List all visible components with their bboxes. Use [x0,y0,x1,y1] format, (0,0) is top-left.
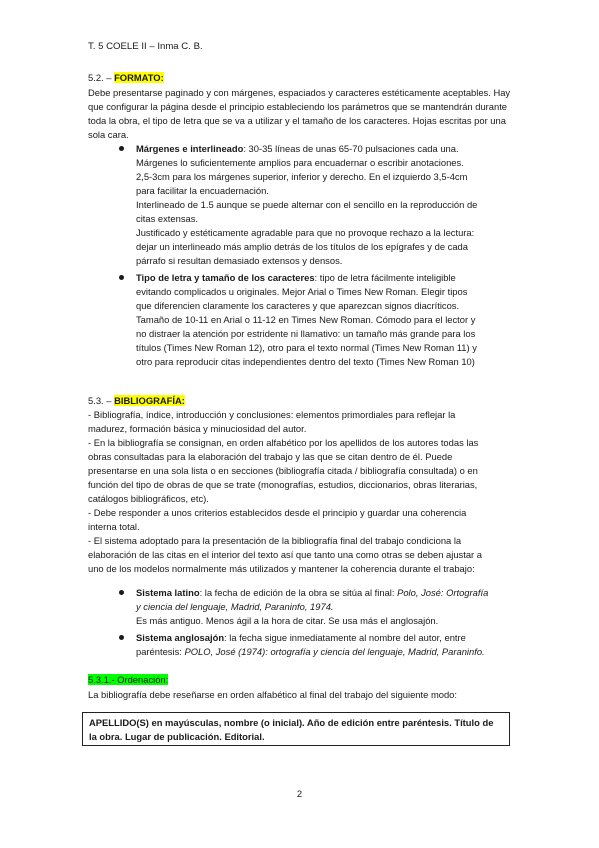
section-53-bullet-list [119,586,519,659]
section-53-body: - Bibliografía, índice, introducción y conclusiones: elementos primordiales para reflejar la madurez, formación básica y minuciosidad del autor. - En la bibliografía se consignan, en orden alfabético por los apellidos de los autores todas las obras consultadas para la elaboración del trabajo y las que se citan dentro de él. Puede presentarse en una sola lista o en secciones (bibliografía citada / bibliografía consultada) o en función del tipo de obras de que se trate (monografías, estudios, diccionarios, obras literarias, catálogos bibliográficos, etc). - Debe responder a unos criterios establecidos desde el principio y guardar una coherencia interna total. - El sistema adoptado para la presentación de la bibliografía final del trabajo condiciona la elaboración de las citas en el interior del texto así que tanto una como otras se deben ajustar a uno de los modelos normalmente más utilizados y mantener la coherencia durante el trabajo: [88,409,482,574]
bullet-icon [119,590,124,595]
section-531-heading [88,673,168,687]
bullet-font: Tipo de letra y tamaño de los caracteres: tipo de letra fácilmente inteligible evitando complicados u originales. Mejor Arial o Times New Roman. Elegir tipos que diferencien claramente los caracteres y que aparezcan signos diacríticos. Tamaño de 10-11 en Arial o 11-12 en Times New Roman. Cómodo para el lector y no distraer la atención por estridente ni llamativo: un tamaño más grande para los títulos (Times New Roman 12), otro para el texto normal (Times New Roman 11) y otro para reproducir citas independientes dentro del texto (Times New Roman 10) [119,271,519,369]
bullet-font-title: Tipo de letra y tamaño de los caracteres [136,272,315,283]
section-52-heading [88,71,164,85]
section-53-heading [88,394,185,408]
section-52-intro: Debe presentarse paginado y con márgenes, espaciados y caracteres estéticamente aceptables. Hay que configurar la página desde el principio estableciendo los parámetros que se mantendrán durante toda la obra, el tipo de letra que se va a utilizar y el tamaño de los caracteres. Hojas escritas por una sola cara. [88,87,511,140]
bullet-icon [119,146,124,151]
section-52-number: 5.2. – [88,72,115,83]
bullet-icon [119,635,124,640]
section-52-bullet-list [119,142,519,369]
section-531-title: 5.3.1.- Ordenación: [88,674,169,685]
page-number: 2 [296,788,303,799]
bullet-anglo-system: Sistema anglosajón: la fecha sigue inmediatamente al nombre del autor, entre paréntesis: POLO, José (1974): ortografía y ciencia del lenguaje, Madrid, Paraninfo. [119,631,519,659]
section-531-intro: La bibliografía debe reseñarse en orden alfabético al final del trabajo del siguiente modo: [88,689,457,700]
page-header: T. 5 COELE II – Inma C. B. [88,41,203,52]
bullet-margins: Márgenes e interlineado: 30-35 líneas de unas 65-70 pulsaciones cada una. Márgenes lo suficientemente amplios para encuadernar o escribir anotaciones. 2,5-3cm para los márgenes superior, inferior y derecho. En el izquierdo 3,5-4cm para facilitar la encuadernación. Interlineado de 1.5 aunque se puede alternar con el sencillo en la reproducción de citas extensas. Justificado y estéticamente agradable para que no provoque rechazo a la lectura: dejar un interlineado más amplio detrás de los títulos de los epígrafes y de cada párrafo si resultan demasiado extensos y densos. [119,142,519,268]
bullet-icon [119,275,124,280]
bullet-latin-system: Sistema latino: la fecha de edición de la obra se sitúa al final: Polo, José: Ortografía y ciencia del lenguaje, Madrid, Paraninfo, 1974. Es más antiguo. Menos ágil a la hora de citar. Se usa más el anglosajón. [119,586,519,628]
section-52-title: FORMATO: [114,72,164,83]
section-53-title: BIBLIOGRAFÍA: [114,395,185,406]
section-53-number: 5.3. – [88,395,115,406]
citation-format-box: APELLIDO(S) en mayúsculas, nombre (o inicial). Año de edición entre paréntesis. Título de la obra. Lugar de publicación. Editorial. [82,712,510,746]
bullet-margins-title: Márgenes e interlineado [136,143,244,154]
